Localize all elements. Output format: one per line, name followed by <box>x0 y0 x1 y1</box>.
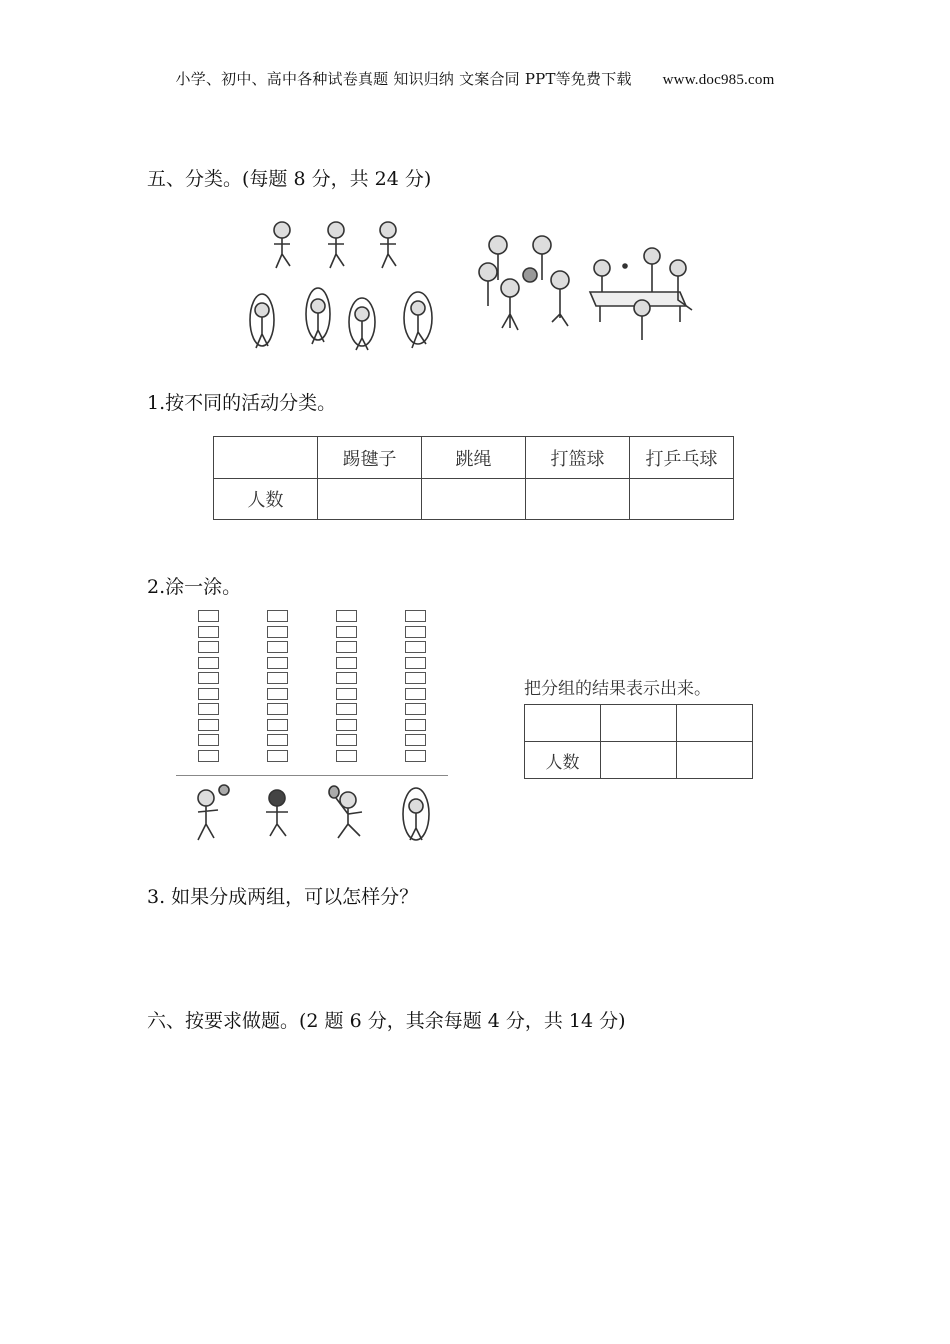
rope-jumper-icon <box>403 788 429 840</box>
ping-pong-group-icon <box>590 248 692 340</box>
coloring-box[interactable] <box>336 734 357 746</box>
basketball-group-icon <box>479 236 569 330</box>
q2-row-label: 人数 <box>525 742 601 779</box>
coloring-box[interactable] <box>267 610 288 622</box>
q1-answer-cell[interactable] <box>630 479 734 520</box>
activities-illustration <box>240 210 710 360</box>
coloring-box[interactable] <box>267 641 288 653</box>
coloring-box[interactable] <box>198 703 219 715</box>
coloring-box[interactable] <box>267 719 288 731</box>
coloring-box[interactable] <box>198 610 219 622</box>
coloring-box[interactable] <box>198 672 219 684</box>
coloring-box[interactable] <box>336 688 357 700</box>
coloring-box[interactable] <box>267 657 288 669</box>
q1-title: 1.按不同的活动分类。 <box>147 392 337 414</box>
coloring-box[interactable] <box>198 657 219 669</box>
q3-title: 3. 如果分成两组，可以怎样分？ <box>147 886 419 908</box>
q2-answer-cell[interactable] <box>677 742 753 779</box>
q1-header-pingpong: 打乒乓球 <box>630 437 734 479</box>
rope-jumper-icon <box>250 294 274 348</box>
coloring-box[interactable] <box>336 719 357 731</box>
activity-icon-row <box>176 780 448 848</box>
coloring-box[interactable] <box>267 688 288 700</box>
q1-answer-cell[interactable] <box>526 479 630 520</box>
coloring-box[interactable] <box>198 626 219 638</box>
rope-jumper-icon <box>349 298 375 350</box>
coloring-box[interactable] <box>336 626 357 638</box>
q2-table <box>524 704 753 779</box>
coloring-box[interactable] <box>336 672 357 684</box>
coloring-box[interactable] <box>405 672 426 684</box>
coloring-box[interactable] <box>336 610 357 622</box>
section5-title: 五、分类。(每题 8 分，共 24 分) <box>147 168 432 190</box>
coloring-box[interactable] <box>405 641 426 653</box>
shuttlecock-kid-icon <box>274 222 290 268</box>
q1-header-rope: 跳绳 <box>422 437 526 479</box>
coloring-box[interactable] <box>267 672 288 684</box>
coloring-column-2 <box>267 610 288 765</box>
q1-answer-cell[interactable] <box>422 479 526 520</box>
coloring-box[interactable] <box>336 657 357 669</box>
coloring-box[interactable] <box>336 703 357 715</box>
coloring-box[interactable] <box>405 750 426 762</box>
coloring-box[interactable] <box>405 657 426 669</box>
header-text: 小学、初中、高中各种试卷真题 知识归纳 文案合同 PPT等免费下载 <box>175 70 632 88</box>
coloring-box[interactable] <box>198 734 219 746</box>
shuttlecock-kid-icon <box>380 222 396 268</box>
coloring-box[interactable] <box>405 719 426 731</box>
q1-header-blank <box>214 437 318 479</box>
q2-caption: 把分组的结果表示出来。 <box>524 679 711 699</box>
coloring-box[interactable] <box>336 750 357 762</box>
rope-jumper-icon <box>404 292 432 348</box>
q2-answer-cell[interactable] <box>525 705 601 742</box>
q2-answer-cell[interactable] <box>601 705 677 742</box>
q1-header-shuttlecock: 踢毽子 <box>318 437 422 479</box>
q1-answer-cell[interactable] <box>318 479 422 520</box>
section6-title: 六、按要求做题。(2 题 6 分，其余每题 4 分，共 14 分) <box>147 1010 626 1032</box>
basketball-player-icon <box>198 785 229 840</box>
coloring-box[interactable] <box>198 719 219 731</box>
coloring-box[interactable] <box>198 688 219 700</box>
page-header <box>0 68 950 89</box>
shuttlecock-kicker-icon <box>266 790 288 836</box>
coloring-box[interactable] <box>405 688 426 700</box>
coloring-column-1 <box>198 610 219 765</box>
coloring-box[interactable] <box>405 610 426 622</box>
coloring-box[interactable] <box>267 734 288 746</box>
coloring-box[interactable] <box>198 750 219 762</box>
chart-baseline <box>176 775 448 776</box>
coloring-box[interactable] <box>267 703 288 715</box>
coloring-box[interactable] <box>405 734 426 746</box>
coloring-box[interactable] <box>405 703 426 715</box>
shuttlecock-kid-icon <box>328 222 344 268</box>
coloring-box[interactable] <box>267 626 288 638</box>
header-url[interactable]: www.doc985.com <box>662 72 775 88</box>
rope-jumper-icon <box>306 288 330 344</box>
coloring-box[interactable] <box>336 641 357 653</box>
q1-table <box>213 436 734 520</box>
coloring-box[interactable] <box>405 626 426 638</box>
coloring-box[interactable] <box>198 641 219 653</box>
coloring-column-4 <box>405 610 426 765</box>
coloring-box[interactable] <box>267 750 288 762</box>
q2-answer-cell[interactable] <box>677 705 753 742</box>
coloring-column-3 <box>336 610 357 765</box>
q1-header-basketball: 打篮球 <box>526 437 630 479</box>
q1-row-label: 人数 <box>214 479 318 520</box>
q2-answer-cell[interactable] <box>601 742 677 779</box>
ping-pong-player-icon <box>329 786 362 838</box>
q2-title: 2.涂一涂。 <box>147 576 242 598</box>
